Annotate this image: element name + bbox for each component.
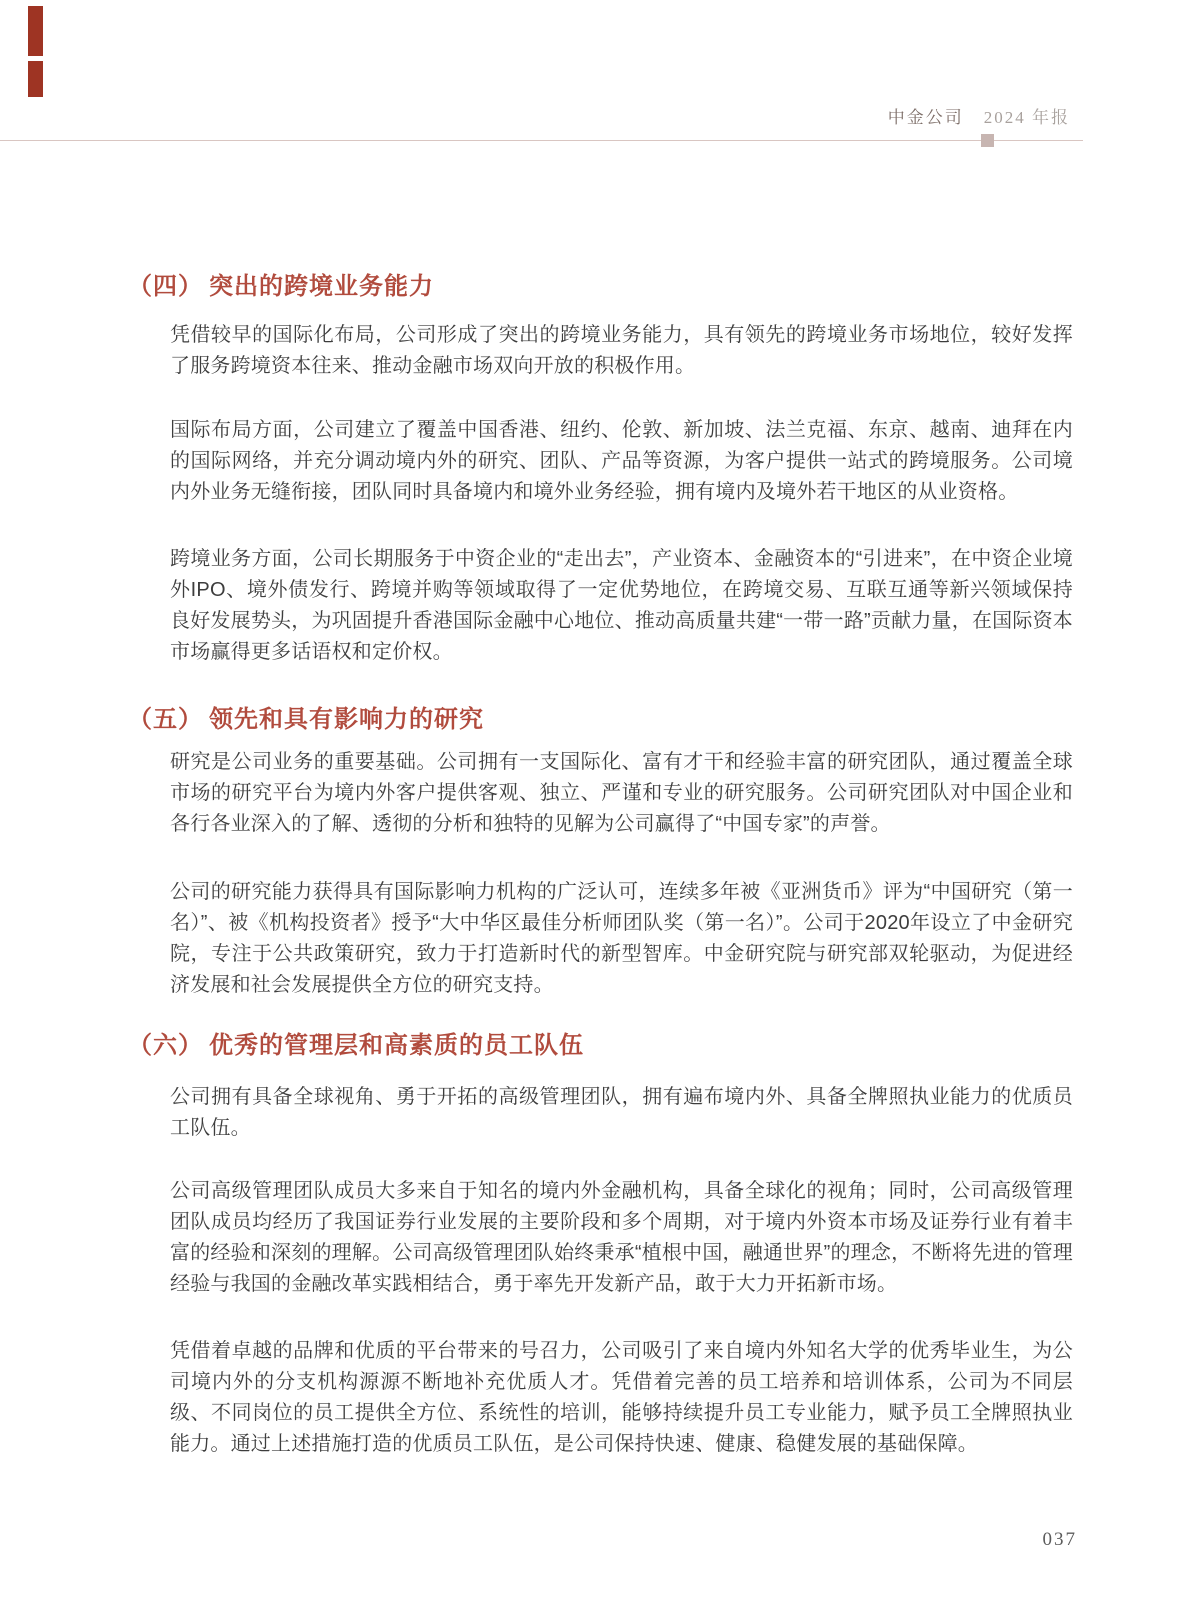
running-header [888,103,1070,128]
header-rule [0,140,1083,141]
report-edition: 2024 年报 [983,108,1070,127]
paragraph: 公司高级管理团队成员大多来自于知名的境内外金融机构，具备全球化的视角；同时，公司高级管理团队成员均经历了我国证券行业发展的主要阶段和多个周期，对于境内外资本市场及证券行业有着丰富的经验和深刻的理解。公司高级管理团队始终秉承“植根中国，融通世界”的理念，不断将先进的管理经验与我国的金融改革实践相结合，勇于率先开发新产品，敢于大力开拓新市场。 [170,1180,1073,1295]
section-title: 突出的跨境业务能力 [209,273,434,300]
paragraph: 公司的研究能力获得具有国际影响力机构的广泛认可，连续多年被《亚洲货币》评为“中国研究（第一名）”、被《机构投资者》授予“大中华区最佳分析师团队奖（第一名）”。公司于2020年设立了中金研究院，专注于公共政策研究，致力于打造新时代的新型智库。中金研究院与研究部双轮驱动，为促进经济发展和社会发展提供全方位的研究支持。 [170,881,1073,996]
section-number: （六） [128,1032,203,1059]
page-number: 037 [1042,1529,1077,1550]
paragraph: 跨境业务方面，公司长期服务于中资企业的“走出去”，产业资本、金融资本的“引进来”，在中资企业境外IPO、境外债发行、跨境并购等领域取得了一定优势地位，在跨境交易、互联互通等新兴领域保持良好发展势头，为巩固提升香港国际金融中心地位、推动高质量共建“一带一路”贡献力量，在国际资本市场赢得更多话语权和定价权。 [170,548,1073,663]
paragraph: 凭借着卓越的品牌和优质的平台带来的号召力，公司吸引了来自境内外知名大学的优秀毕业生，为公司境内外的分支机构源源不断地补充优质人才。凭借着完善的员工培养和培训体系，公司为不同层级、不同岗位的员工提供全方位、系统性的培训，能够持续提升员工专业能力，赋予员工全牌照执业能力。通过上述措施打造的优质员工队伍，是公司保持快速、健康、稳健发展的基础保障。 [170,1340,1073,1455]
paragraph: 国际布局方面，公司建立了覆盖中国香港、纽约、伦敦、新加坡、法兰克福、东京、越南、迪拜在内的国际网络，并充分调动境内外的研究、团队、产品等资源，为客户提供一站式的跨境服务。公司境内外业务无缝衔接，团队同时具备境内和境外业务经验，拥有境内及境外若干地区的从业资格。 [170,419,1073,503]
section-title: 优秀的管理层和高素质的员工队伍 [209,1032,584,1059]
page-edge-mark [28,6,43,56]
section-title: 领先和具有影响力的研究 [209,706,484,733]
page-edge-mark [28,61,43,97]
paragraph: 凭借较早的国际化布局，公司形成了突出的跨境业务能力，具有领先的跨境业务市场地位，较好发挥了服务跨境资本往来、推动金融市场双向开放的积极作用。 [170,324,1073,377]
paragraph: 公司拥有具备全球视角、勇于开拓的高级管理团队，拥有遍布境内外、具备全牌照执业能力的优质员工队伍。 [170,1086,1073,1139]
paragraph: 研究是公司业务的重要基础。公司拥有一支国际化、富有才干和经验丰富的研究团队，通过覆盖全球市场的研究平台为境内外客户提供客观、独立、严谨和专业的研究服务。公司研究团队对中国企业和各行各业深入的了解、透彻的分析和独特的见解为公司赢得了“中国专家”的声誉。 [170,751,1073,835]
company-name: 中金公司 [887,108,964,127]
section-number: （五） [128,706,203,733]
section-number: （四） [128,273,203,300]
rule-square-ornament [981,134,994,147]
section-heading-6 [128,1030,1073,1062]
section-heading-5 [128,704,1073,736]
section-heading-4 [128,271,1073,303]
